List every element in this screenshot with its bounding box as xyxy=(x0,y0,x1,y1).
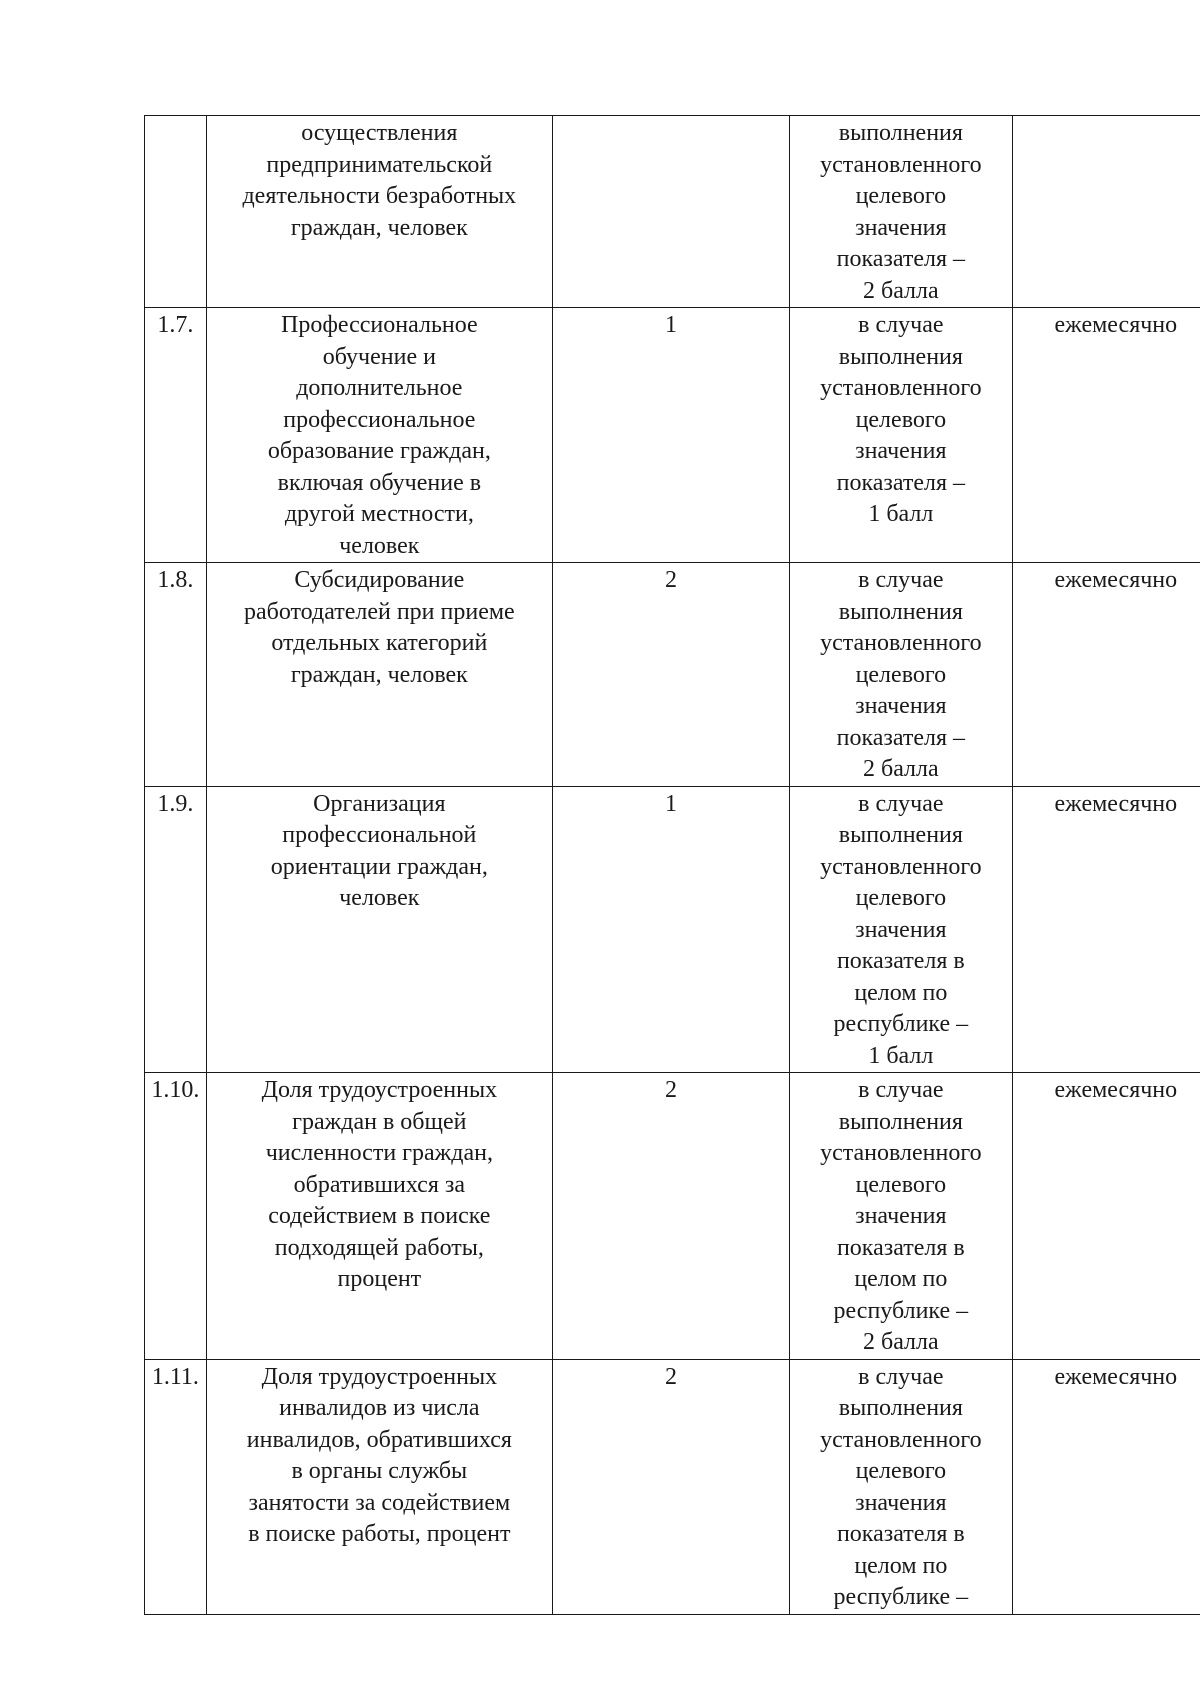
row-number-cell: 1.11. xyxy=(145,1359,207,1614)
weight-cell: 2 xyxy=(552,563,789,787)
row-number-cell xyxy=(145,116,207,308)
row-number-cell: 1.8. xyxy=(145,563,207,787)
table-row xyxy=(145,563,1200,787)
frequency-cell: ежемесячно xyxy=(1012,786,1200,1073)
table-row xyxy=(145,1073,1200,1360)
indicator-name-cell: осуществления предпринимательской деятельности безработных граждан, человек xyxy=(206,116,552,308)
weight-cell: 1 xyxy=(552,786,789,1073)
weight-cell xyxy=(552,116,789,308)
indicator-name-cell: Доля трудоустроенных инвалидов из числа инвалидов, обратившихся в органы службы занятости за содействием в поиске работы, процент xyxy=(206,1359,552,1614)
indicator-name-cell: Доля трудоустроенных граждан в общей численности граждан, обратившихся за содействием в поиске подходящей работы, процент xyxy=(206,1073,552,1360)
frequency-cell: ежемесячно xyxy=(1012,308,1200,563)
condition-cell: в случае выполнения установленного целевого значения показателя – 1 балл xyxy=(789,308,1012,563)
table-row xyxy=(145,308,1200,563)
indicator-name-cell: Организация профессиональной ориентации граждан, человек xyxy=(206,786,552,1073)
frequency-cell: ежемесячно xyxy=(1012,1359,1200,1614)
row-number-cell: 1.7. xyxy=(145,308,207,563)
row-number-cell: 1.9. xyxy=(145,786,207,1073)
table-row xyxy=(145,116,1200,308)
table-row xyxy=(145,786,1200,1073)
condition-cell: выполнения установленного целевого значения показателя – 2 балла xyxy=(789,116,1012,308)
row-number-cell: 1.10. xyxy=(145,1073,207,1360)
condition-cell: в случае выполнения установленного целевого значения показателя в целом по республике – 2 балла xyxy=(789,1073,1012,1360)
condition-cell: в случае выполнения установленного целевого значения показателя в целом по республике – xyxy=(789,1359,1012,1614)
weight-cell: 1 xyxy=(552,308,789,563)
frequency-cell: ежемесячно xyxy=(1012,1073,1200,1360)
frequency-cell xyxy=(1012,116,1200,308)
condition-cell: в случае выполнения установленного целевого значения показателя в целом по республике – 1 балл xyxy=(789,786,1012,1073)
indicator-name-cell: Профессиональное обучение и дополнительное профессиональное образование граждан, включая обучение в другой местности, человек xyxy=(206,308,552,563)
condition-cell: в случае выполнения установленного целевого значения показателя – 2 балла xyxy=(789,563,1012,787)
indicators-table xyxy=(144,115,1200,1615)
weight-cell: 2 xyxy=(552,1359,789,1614)
table-row xyxy=(145,1359,1200,1614)
indicator-name-cell: Субсидирование работодателей при приеме отдельных категорий граждан, человек xyxy=(206,563,552,787)
weight-cell: 2 xyxy=(552,1073,789,1360)
frequency-cell: ежемесячно xyxy=(1012,563,1200,787)
